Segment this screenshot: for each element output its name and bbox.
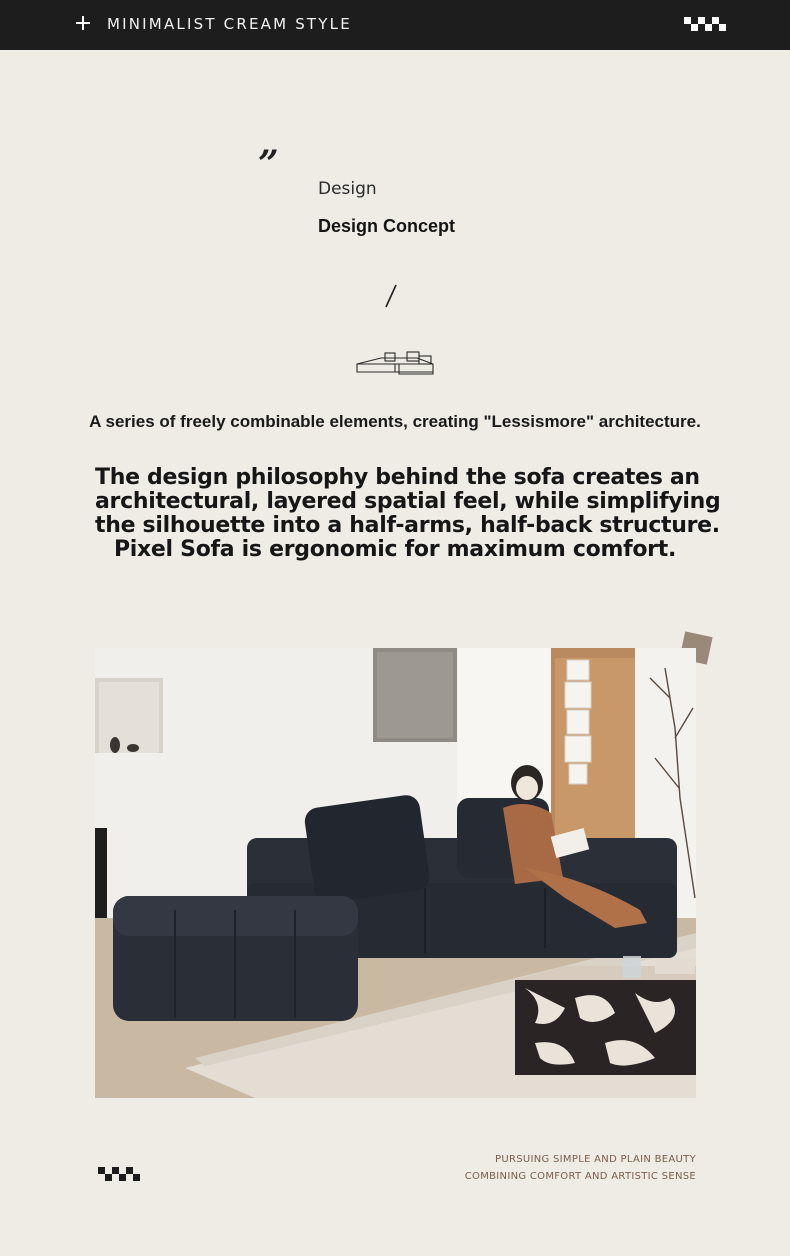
slogan-line-2: COMBINING COMFORT AND ARTISTIC SENSE xyxy=(464,1171,696,1182)
tagline: A series of freely combinable elements, creating "Lessismore" architecture. xyxy=(89,412,701,431)
top-bar xyxy=(0,0,790,50)
philosophy-line: architectural, layered spatial feel, while simplifying xyxy=(95,489,721,514)
quote-mark: ” xyxy=(258,143,279,185)
philosophy-line: The design philosophy behind the sofa creates an xyxy=(95,465,700,490)
philosophy-line: Pixel Sofa is ergonomic for maximum comfort. xyxy=(113,537,677,562)
sofa-scene-illustration xyxy=(95,648,696,1098)
checker-pattern-icon xyxy=(98,1167,140,1181)
checker-pattern-icon xyxy=(684,17,726,31)
dark-sofa-living-room-photo xyxy=(95,648,696,1098)
sofa-outline-icon xyxy=(355,350,435,376)
slash-icon xyxy=(384,283,398,309)
slogan-line-1: PURSUING SIMPLE AND PLAIN BEAUTY xyxy=(495,1154,696,1165)
plus-icon[interactable] xyxy=(76,16,90,30)
philosophy-text xyxy=(95,465,721,562)
design-label: Design xyxy=(318,179,377,199)
design-concept-heading: Design Concept xyxy=(318,216,456,236)
philosophy-line: the silhouette into a half-arms, half-back structure. xyxy=(95,513,720,538)
brand-title: MINIMALIST CREAM STYLE xyxy=(107,15,352,33)
